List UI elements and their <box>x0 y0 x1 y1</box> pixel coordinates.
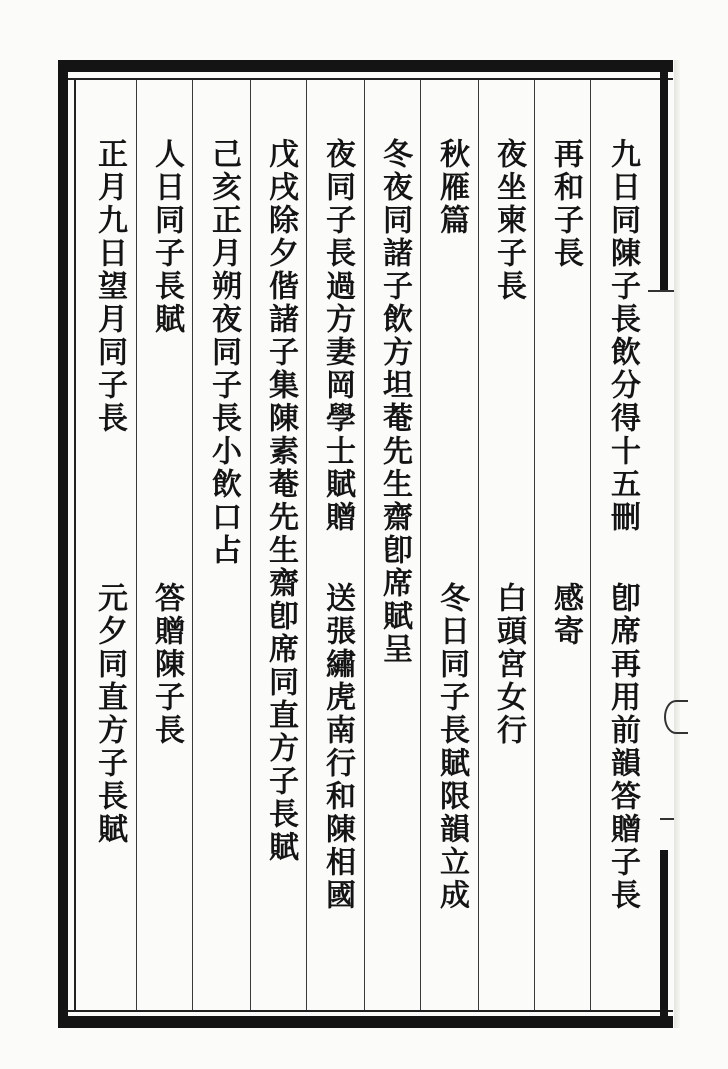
poem-title: 九日同陳子長飲分得十五刪 <box>605 138 640 534</box>
text-column-3 <box>488 138 528 998</box>
poem-title: 冬日同子長賦限韻立成 <box>434 582 469 912</box>
poem-title: 夜同子長過方妻岡學士賦贈 <box>320 138 355 534</box>
fold-mark-lower <box>660 818 674 820</box>
fold-margin-top <box>660 60 668 292</box>
column-divider <box>306 80 307 1010</box>
frame-bottom-inner-line <box>68 1010 673 1012</box>
poem-title: 冬夜同諸子飲方坦菴先生齋卽席賦呈 <box>377 138 412 666</box>
poem-title: 元夕同直方子長賦 <box>92 582 127 846</box>
poem-title: 感寄 <box>548 582 583 648</box>
poem-title: 再和子長 <box>548 138 583 270</box>
text-column-10 <box>89 138 129 998</box>
text-column-6 <box>317 138 357 998</box>
frame-top-inner-line <box>68 78 673 80</box>
column-divider <box>590 80 591 1010</box>
poem-title: 白頭宮女行 <box>491 582 526 747</box>
column-divider <box>534 80 535 1010</box>
fish-tail-mark-icon <box>664 700 688 734</box>
fold-margin-bottom <box>660 850 668 1026</box>
column-divider <box>478 80 479 1010</box>
poem-title: 己亥正月朔夜同子長小飲口占 <box>206 138 241 567</box>
text-column-8 <box>203 138 243 998</box>
poem-title: 答贈陳子長 <box>149 582 184 747</box>
poem-title: 卽席再用前韻答贈子長 <box>605 582 640 912</box>
fold-mark-upper <box>648 290 674 292</box>
column-divider <box>192 80 193 1010</box>
poem-title: 送張繡虎南行和陳相國 <box>320 582 355 912</box>
poem-title: 戊戌除夕偕諸子集陳素菴先生齋卽席同直方子長賦 <box>263 138 298 864</box>
poem-title: 人日同子長賦 <box>149 138 184 336</box>
frame-top-border <box>58 60 673 72</box>
text-column-4 <box>431 138 471 998</box>
text-column-7 <box>260 138 300 998</box>
frame-bottom-border <box>58 1016 673 1028</box>
column-divider <box>136 80 137 1010</box>
frame-left-inner-line <box>74 78 76 1012</box>
text-column-9 <box>146 138 186 998</box>
poem-title: 正月九日望月同子長 <box>92 138 127 435</box>
column-divider <box>364 80 365 1010</box>
page-edge <box>674 60 680 1028</box>
text-column-2 <box>545 138 585 998</box>
column-divider <box>250 80 251 1010</box>
text-column-1 <box>602 138 642 998</box>
poem-title: 夜坐柬子長 <box>491 138 526 303</box>
poem-title: 秋雁篇 <box>434 138 469 237</box>
text-column-5 <box>374 138 414 998</box>
frame-left-border <box>58 60 68 1028</box>
column-divider <box>420 80 421 1010</box>
